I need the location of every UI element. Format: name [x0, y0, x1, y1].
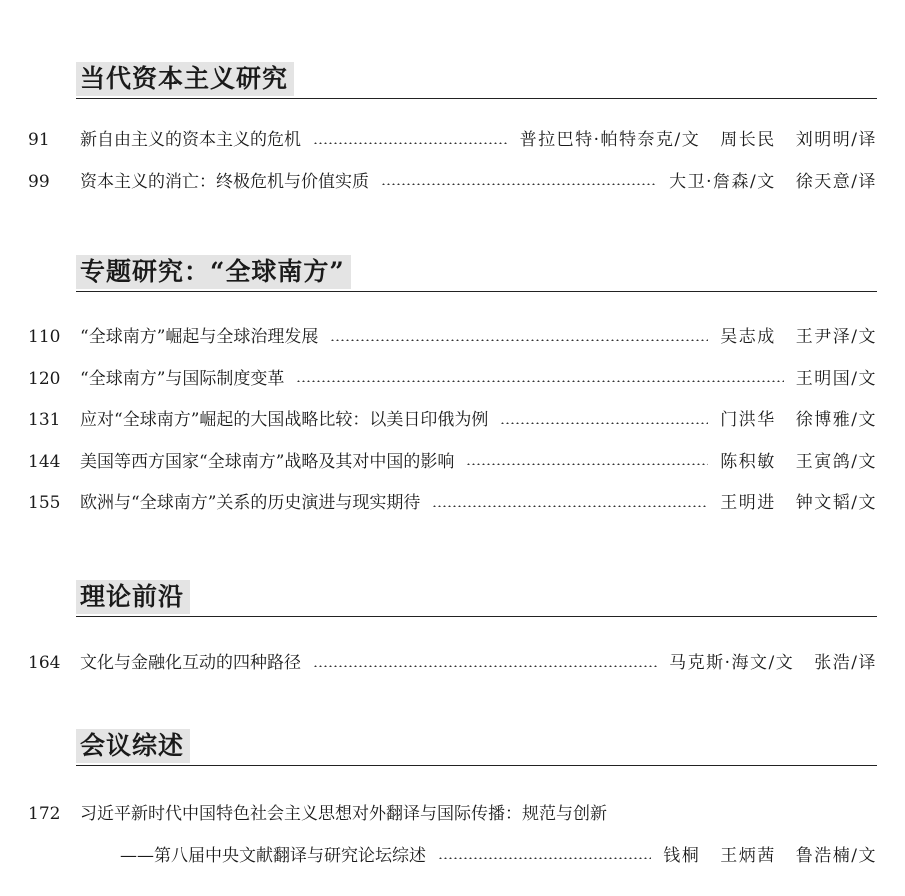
article-title: 应对“全球南方”崛起的大国战略比较：以美日印俄为例 — [80, 410, 489, 430]
toc-entry[interactable] — [0, 643, 905, 685]
page-number: 155 — [28, 493, 61, 513]
page-number: 172 — [28, 804, 61, 824]
leader-dots — [432, 505, 708, 507]
toc-entry[interactable] — [0, 317, 905, 359]
article-authors: 吴志成 王尹泽/文 — [720, 327, 877, 347]
section-header — [76, 253, 877, 292]
toc-entry[interactable] — [0, 120, 905, 162]
page-number: 110 — [28, 327, 61, 347]
section-header — [76, 60, 877, 99]
toc-entry[interactable] — [0, 400, 905, 442]
toc-entry[interactable] — [0, 483, 905, 525]
section-title: 会议综述 — [76, 729, 190, 763]
section-theory-frontier — [0, 578, 905, 685]
article-authors: 马克斯·海文/文 张浩/译 — [669, 653, 877, 673]
page-number: 120 — [28, 368, 61, 389]
leader-dots — [438, 857, 651, 859]
leader-dots — [500, 422, 708, 424]
article-title: 美国等西方国家“全球南方”战略及其对中国的影响 — [80, 451, 455, 472]
article-authors: 钱桐 王炳茜 鲁浩楠/文 — [663, 845, 877, 866]
page-number: 131 — [28, 410, 61, 430]
article-authors: 王明进 钟文韬/文 — [720, 493, 877, 513]
section-header — [76, 727, 877, 766]
toc-entry-subtitle[interactable] — [0, 836, 905, 878]
article-title: “全球南方”崛起与全球治理发展 — [80, 327, 319, 347]
article-authors: 王明国/文 — [795, 368, 877, 389]
section-conference-review — [0, 727, 905, 877]
section-global-south — [0, 253, 905, 525]
page-number: 91 — [28, 130, 50, 150]
article-authors: 大卫·詹森/文 徐天意/译 — [669, 171, 877, 192]
page-number: 99 — [28, 171, 50, 192]
article-authors: 门洪华 徐博雅/文 — [720, 410, 877, 430]
leader-dots — [313, 665, 657, 667]
article-title: 文化与金融化互动的四种路径 — [80, 653, 301, 673]
article-authors: 陈积敏 王寅鸽/文 — [720, 451, 877, 472]
article-title: 习近平新时代中国特色社会主义思想对外翻译与国际传播：规范与创新 — [80, 804, 607, 824]
leader-dots — [381, 183, 657, 185]
section-header — [76, 578, 877, 617]
article-title: 新自由主义的资本主义的危机 — [80, 130, 301, 150]
section-contemporary-capitalism — [0, 60, 905, 203]
article-title: 欧洲与“全球南方”关系的历史演进与现实期待 — [80, 493, 421, 513]
article-authors: 普拉巴特·帕特奈克/文 周长民 刘明明/译 — [519, 130, 877, 150]
section-title: 理论前沿 — [76, 580, 190, 614]
toc-entry[interactable] — [0, 442, 905, 484]
leader-dots — [466, 463, 708, 465]
section-title: 当代资本主义研究 — [76, 62, 294, 96]
article-subtitle: ——第八届中央文献翻译与研究论坛综述 — [120, 845, 426, 866]
leader-dots — [330, 339, 708, 341]
page-number: 144 — [28, 451, 61, 472]
toc-entry[interactable] — [0, 162, 905, 204]
article-title: “全球南方”与国际制度变革 — [80, 368, 285, 389]
page-number: 164 — [28, 653, 61, 673]
toc-entry[interactable] — [0, 359, 905, 401]
section-title: 专题研究：“全球南方” — [76, 255, 351, 289]
leader-dots — [313, 142, 508, 144]
toc-entry[interactable] — [0, 794, 905, 836]
leader-dots — [296, 380, 783, 382]
article-title: 资本主义的消亡：终极危机与价值实质 — [80, 171, 369, 192]
